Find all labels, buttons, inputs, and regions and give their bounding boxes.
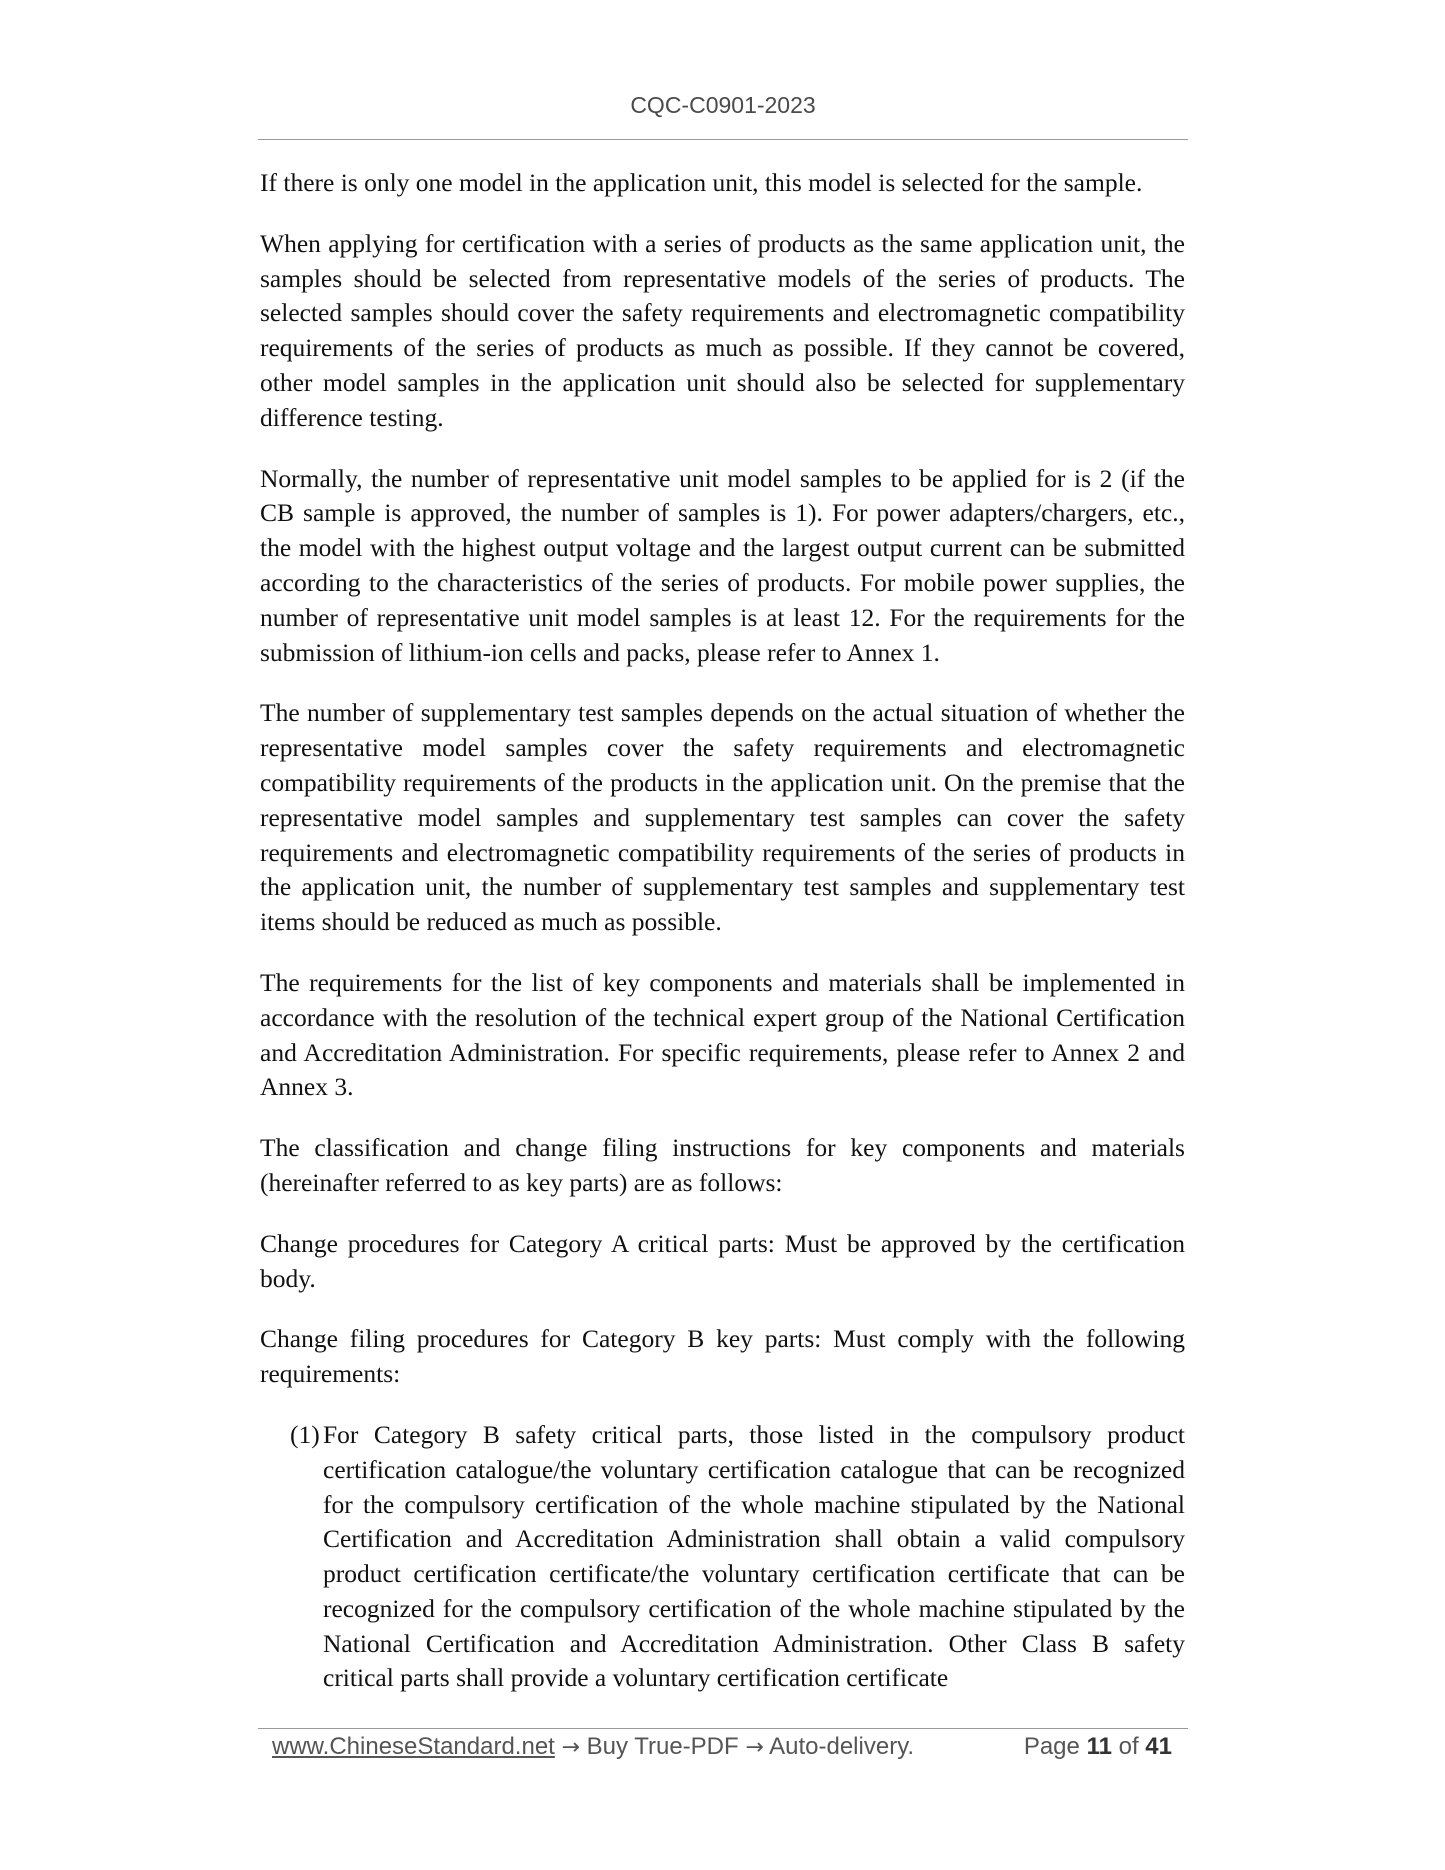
header-divider — [258, 139, 1188, 140]
page-of: of — [1118, 1733, 1139, 1760]
page-footer — [272, 1733, 1180, 1761]
paragraph-category-a: Change procedures for Category A critical parts: Must be approved by the certification body. — [260, 1228, 1185, 1293]
footer-divider — [258, 1728, 1188, 1729]
arrow-right-icon: → — [561, 1735, 580, 1760]
page-indicator — [1024, 1733, 1172, 1761]
paragraph-series-samples: When applying for certification with a series of products as the same application unit, the samples should be selected from representative models of the series of products. The selected samples should cover the safety requirements and electromagnetic compatibility requirements of the series of products as much as possible. If they cannot be covered, other model samples in the application unit should also be selected for supplementary difference testing. — [260, 228, 1185, 432]
page-header-doc-code: CQC-C0901-2023 — [630, 92, 816, 118]
list-item-text: For Category B safety critical parts, those listed in the compulsory product certification catalogue/the voluntary certification catalogue that can be recognized for the compulsory certification of the whole machine stipulated by the National Certification and Accreditation Administration shall obtain a valid compulsory product certification certificate/the voluntary certification certificate that can be recognized for the compulsory certification of the whole machine stipulated by the National Certification and Accreditation Administration. Other Class B safety critical parts shall provide a voluntary certification certificate — [323, 1419, 1185, 1693]
auto-delivery-text: Auto-delivery. — [769, 1733, 915, 1760]
paragraph-single-model: If there is only one model in the application unit, this model is selected for the sample. — [260, 168, 1143, 197]
document-body — [260, 166, 1185, 1696]
list-item-marker: (1) — [290, 1419, 320, 1449]
arrow-right-icon: → — [745, 1735, 764, 1760]
page-total: 41 — [1145, 1733, 1172, 1760]
buy-pdf-text: Buy True-PDF — [586, 1733, 739, 1760]
site-link[interactable]: www.ChineseStandard.net — [272, 1733, 555, 1760]
page-label: Page — [1023, 1733, 1080, 1760]
paragraph-category-b: Change filing procedures for Category B key parts: Must comply with the following requirements: — [260, 1324, 1185, 1389]
paragraph-sample-count: Normally, the number of representative unit model samples to be applied for is 2 (if the CB sample is approved, the number of samples is 1). For power adapters/chargers, etc., the model with the highest output voltage and the largest output current can be submitted according to the characteristics of the series of products. For mobile power supplies, the number of representative unit model samples is at least 12. For the requirements for the submission of lithium-ion cells and packs, please refer to Annex 1. — [260, 463, 1185, 667]
list-item — [260, 1418, 1185, 1696]
paragraph-supplementary-samples: The number of supplementary test samples depends on the actual situation of whether the representative model samples cover the safety requirements and electromagnetic compatibility requirements of the products in the application unit. On the premise that the representative model samples and supplementary test samples can cover the safety requirements and electromagnetic compatibility requirements of the series of products in the application unit, the number of supplementary test samples and supplementary test items should be reduced as much as possible. — [260, 698, 1185, 937]
paragraph-classification: The classification and change filing instructions for key components and materials (hereinafter referred to as key parts) are as follows: — [260, 1133, 1185, 1197]
page-current: 11 — [1086, 1733, 1112, 1760]
paragraph-key-components: The requirements for the list of key components and materials shall be implemented in accordance with the resolution of the technical expert group of the National Certification and Accreditation Administration. For specific requirements, please refer to Annex 2 and Annex 3. — [260, 967, 1185, 1102]
requirements-list — [260, 1418, 1185, 1696]
